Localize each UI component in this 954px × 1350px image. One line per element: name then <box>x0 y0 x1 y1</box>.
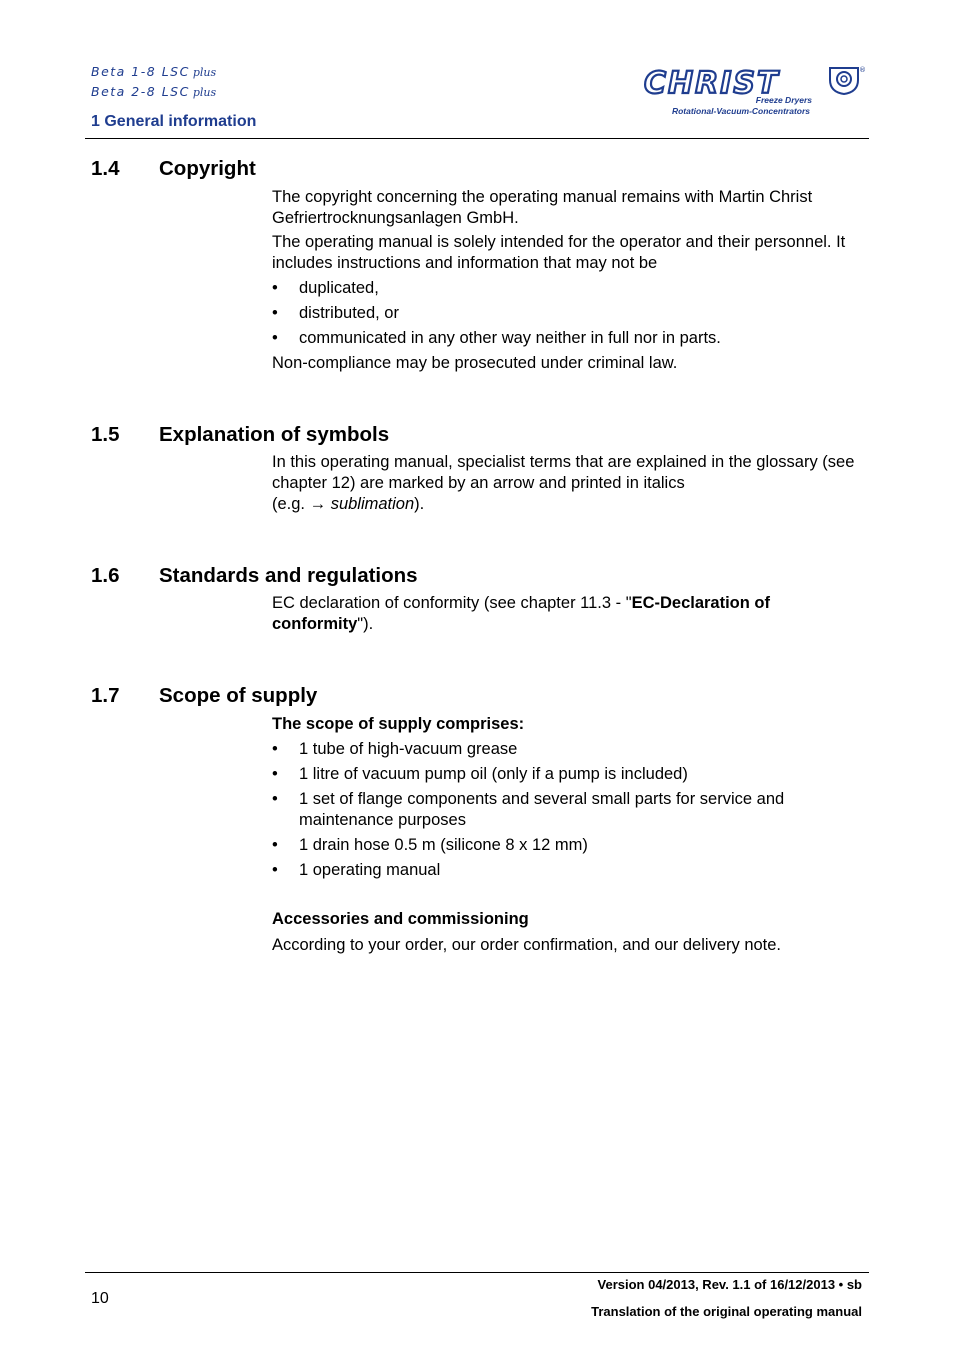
registered-mark: ® <box>859 66 866 74</box>
logo-tagline-2: Rotational-Vacuum-Concentrators <box>671 106 810 116</box>
section-title: Explanation of symbols <box>159 423 390 446</box>
model-name: Beta 2-8 LSC <box>91 84 190 99</box>
copyright-paragraph-2: The operating manual is solely intended for the operator and their personnel. It includes instructions and information that may not be <box>272 233 846 272</box>
accessories-text: According to your order, our order confirmation, and our delivery note. <box>272 936 782 954</box>
standards-paragraph <box>272 593 862 635</box>
supply-subheading: The scope of supply comprises: <box>272 715 525 733</box>
footer-rule <box>85 1272 869 1273</box>
translation-note: Translation of the original operating manual <box>591 1304 862 1319</box>
bullet: • <box>272 329 278 347</box>
section-heading-standards <box>91 564 591 590</box>
christ-logo-graphic <box>640 60 870 120</box>
list-item-text: 1 tube of high-vacuum grease <box>299 740 518 758</box>
list-item <box>272 860 862 881</box>
christ-logo <box>640 60 870 120</box>
list-item <box>272 789 862 831</box>
logo-wordmark: CHRIST <box>644 66 780 101</box>
model-suffix: plus <box>192 66 217 79</box>
section-heading-symbols <box>91 423 591 449</box>
section-title: Scope of supply <box>159 684 318 707</box>
list-item <box>272 764 862 785</box>
bullet: • <box>272 836 278 854</box>
example-prefix: (e.g. → <box>272 495 331 513</box>
bullet: • <box>272 861 278 879</box>
list-item-text: communicated in any other way neither in full nor in parts. <box>299 329 721 347</box>
header-rule <box>85 138 869 139</box>
symbols-paragraph <box>272 452 862 515</box>
list-item-text: 1 set of flange components and several small parts for service and maintenance purposes <box>299 790 785 829</box>
section-number: 1.5 <box>91 423 120 446</box>
section-number: 1.4 <box>91 157 120 180</box>
bullet: • <box>272 790 278 808</box>
model-name-line-1 <box>91 64 216 79</box>
section-number: 1.6 <box>91 564 120 587</box>
section-heading-supply <box>91 684 591 710</box>
model-name-line-2 <box>91 84 216 99</box>
example-suffix: ). <box>414 495 425 513</box>
accessories-heading: Accessories and commissioning <box>272 910 529 928</box>
standards-text: EC declaration of conformity (see chapter 11.3 - " <box>272 594 632 612</box>
model-suffix: plus <box>192 86 217 99</box>
list-item <box>272 278 862 299</box>
list-item-text: 1 operating manual <box>299 861 441 879</box>
chapter-title: 1 General information <box>91 113 257 130</box>
standards-reference: EC-Declaration of conformity <box>272 594 770 633</box>
bullet: • <box>272 740 278 758</box>
bullet: • <box>272 304 278 322</box>
list-item <box>272 303 862 324</box>
bullet: • <box>272 279 278 297</box>
swirl-icon <box>830 68 858 94</box>
list-item <box>272 739 862 760</box>
list-item <box>272 835 862 856</box>
example-term: sublimation <box>330 495 415 513</box>
copyright-paragraph-1: The copyright concerning the operating manual remains with Martin Christ Gefriertrocknungsanlagen GmbH. <box>272 188 813 227</box>
logo-tagline-1: Freeze Dryers <box>755 95 812 105</box>
bullet: • <box>272 765 278 783</box>
list-item <box>272 328 862 349</box>
version-info: Version 04/2013, Rev. 1.1 of 16/12/2013 • sb <box>597 1277 862 1292</box>
list-item-text: duplicated, <box>299 279 379 297</box>
list-item-text: 1 litre of vacuum pump oil (only if a pump is included) <box>299 765 688 783</box>
symbols-text: In this operating manual, specialist terms that are explained in the glossary (see chapter 12) are marked by an arrow and printed in italics <box>272 453 855 492</box>
list-item-text: distributed, or <box>299 304 399 322</box>
standards-suffix: "). <box>357 615 374 633</box>
section-heading-copyright <box>91 157 591 183</box>
list-item-text: 1 drain hose 0.5 m (silicone 8 x 12 mm) <box>299 836 588 854</box>
section-number: 1.7 <box>91 684 120 707</box>
section-title: Standards and regulations <box>159 564 418 587</box>
section-title: Copyright <box>159 157 256 180</box>
copyright-paragraph-3: Non-compliance may be prosecuted under criminal law. <box>272 354 678 372</box>
page-number: 10 <box>91 1290 109 1307</box>
model-name: Beta 1-8 LSC <box>91 64 190 79</box>
